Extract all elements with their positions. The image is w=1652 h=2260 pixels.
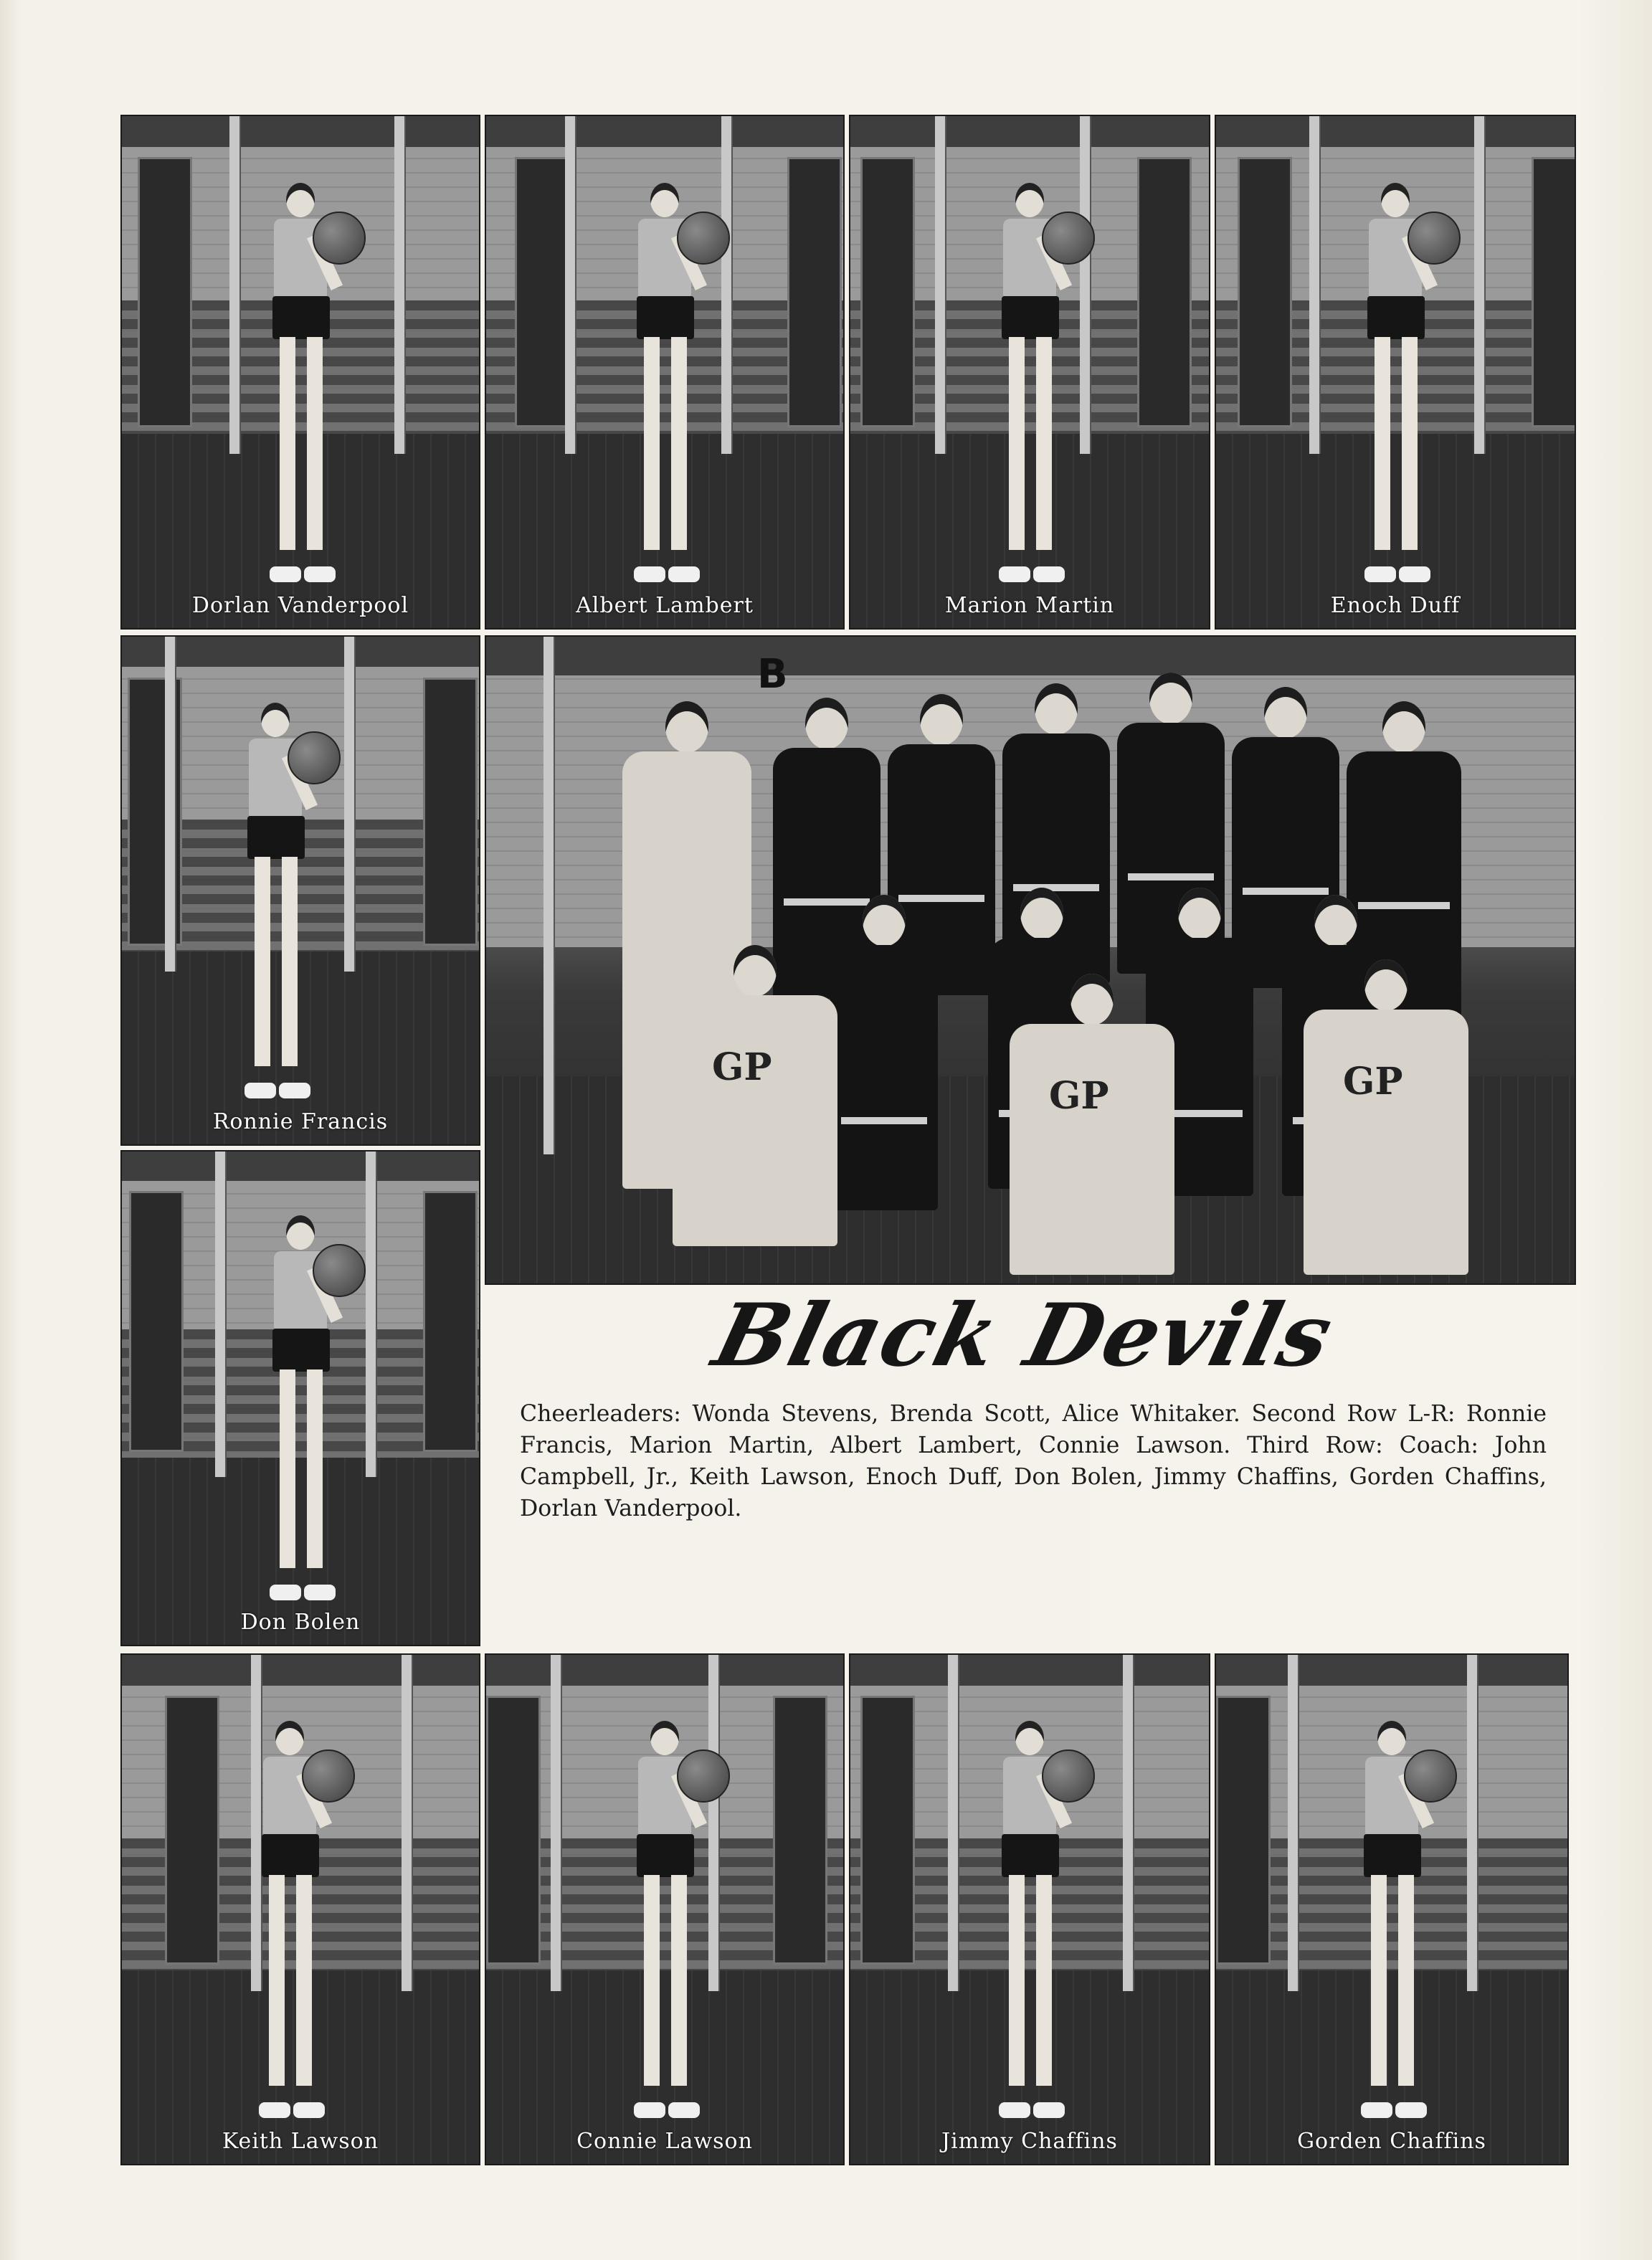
player-photo-enoch-duff — [1215, 115, 1576, 630]
wall-letter: B — [757, 651, 788, 698]
player-name-caption: Enoch Duff — [1330, 593, 1461, 618]
player-photo-marion-martin — [849, 115, 1210, 630]
player-name-caption: Keith Lawson — [222, 2129, 379, 2154]
player-photo-ronnie-francis — [120, 635, 480, 1146]
cheer-sweater-logo: GP — [712, 1045, 772, 1089]
player-name-caption: Ronnie Francis — [212, 1109, 389, 1134]
player-photo-don-bolen — [120, 1150, 480, 1646]
player-name-caption: Marion Martin — [944, 593, 1115, 618]
player-name-caption: Jimmy Chaffins — [941, 2129, 1118, 2154]
cheerleader-figure — [1010, 974, 1174, 1275]
player-figure — [222, 703, 329, 1098]
cheer-sweater-logo: GP — [1049, 1074, 1109, 1118]
player-name-caption: Dorlan Vanderpool — [191, 593, 409, 618]
player-figure — [611, 1721, 718, 2118]
player-figure — [1342, 183, 1449, 582]
team-group-photo — [485, 635, 1576, 1285]
player-photo-connie-lawson — [485, 1653, 845, 2165]
player-name-caption: Albert Lambert — [576, 593, 754, 618]
player-name-caption: Gorden Chaffins — [1297, 2129, 1486, 2154]
player-figure — [976, 183, 1083, 582]
player-name-caption: Don Bolen — [240, 1610, 361, 1635]
player-figure — [976, 1721, 1083, 2118]
player-photo-gorden-chaffins — [1215, 1653, 1569, 2165]
player-photo-dorlan-vanderpool — [120, 115, 480, 630]
cheerleader-figure — [673, 945, 837, 1246]
team-caption-text: Cheerleaders: Wonda Stevens, Brenda Scott, Alice Whitaker. Second Row L-R: Ronnie Francis, Marion Martin, Albert Lambert, Connie Lawson. Third Row: Coach: John Campbell, Jr., Keith Lawson, Enoch Duff, Don Bolen, Jimmy Chaffins, Gorden Chaffins, Dorlan Vanderpool. — [520, 1401, 1547, 1521]
player-figure — [1338, 1721, 1446, 2118]
player-photo-keith-lawson — [120, 1653, 480, 2165]
player-figure — [247, 183, 354, 582]
cheer-sweater-logo: GP — [1343, 1060, 1403, 1103]
player-figure — [611, 183, 718, 582]
player-figure — [236, 1721, 343, 2118]
team-member-figure — [830, 895, 938, 1210]
player-name-caption: Connie Lawson — [576, 2129, 753, 2154]
player-photo-albert-lambert — [485, 115, 845, 630]
cheerleader-figure — [1304, 959, 1468, 1275]
player-photo-jimmy-chaffins — [849, 1653, 1210, 2165]
page-title: Black Devils — [704, 1285, 1344, 1386]
player-figure — [247, 1215, 354, 1600]
